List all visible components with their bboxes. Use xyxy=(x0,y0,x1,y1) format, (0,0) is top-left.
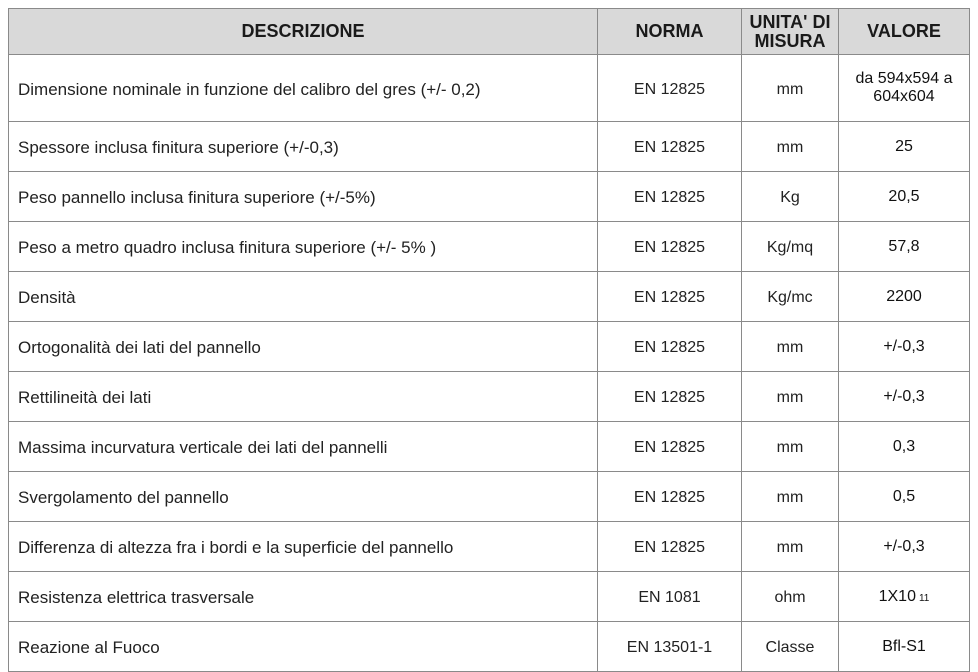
cell-norma xyxy=(598,222,742,272)
table-row xyxy=(9,122,970,172)
cell-valore xyxy=(839,572,970,622)
unita-text: Kg/mq xyxy=(766,239,814,256)
valore-text: 25 xyxy=(895,137,913,155)
cell-unita xyxy=(742,222,839,272)
descrizione-text: Differenza di altezza fra i bordi e la superficie del pannello xyxy=(18,538,454,557)
valore-text: +/-0,3 xyxy=(883,387,925,405)
norma-text: EN 12825 xyxy=(633,539,706,556)
cell-descrizione xyxy=(9,122,598,172)
table-row xyxy=(9,622,970,672)
cell-unita xyxy=(742,422,839,472)
table-row xyxy=(9,172,970,222)
cell-descrizione xyxy=(9,522,598,572)
norma-text: EN 12825 xyxy=(633,289,706,306)
cell-unita xyxy=(742,322,839,372)
cell-descrizione xyxy=(9,172,598,222)
exponent-text: 11 xyxy=(918,592,930,604)
cell-descrizione xyxy=(9,372,598,422)
valore-text: da 594x594 a 604x604 xyxy=(855,70,953,105)
cell-unita xyxy=(742,122,839,172)
cell-norma xyxy=(598,472,742,522)
norma-text: EN 12825 xyxy=(633,139,706,156)
table-row xyxy=(9,272,970,322)
unita-text: mm xyxy=(776,389,804,406)
cell-unita xyxy=(742,472,839,522)
descrizione-text: Peso pannello inclusa finitura superiore (+/-5%) xyxy=(18,188,376,207)
unita-text: mm xyxy=(776,339,804,356)
cell-valore xyxy=(839,122,970,172)
valore-text: Bfl-S1 xyxy=(882,637,926,655)
unita-text: ohm xyxy=(774,589,806,606)
cell-descrizione xyxy=(9,472,598,522)
cell-valore xyxy=(839,422,970,472)
descrizione-text: Rettilineità dei lati xyxy=(18,388,152,407)
cell-unita xyxy=(742,572,839,622)
cell-norma xyxy=(598,422,742,472)
table-row xyxy=(9,422,970,472)
cell-norma xyxy=(598,272,742,322)
cell-unita xyxy=(742,172,839,222)
cell-norma xyxy=(598,572,742,622)
descrizione-text: Dimensione nominale in funzione del calibro del gres (+/- 0,2) xyxy=(18,79,481,99)
descrizione-text: Svergolamento del pannello xyxy=(18,488,229,507)
unita-text: mm xyxy=(776,489,804,506)
norma-text: EN 12825 xyxy=(633,80,706,98)
norma-text: EN 13501-1 xyxy=(626,639,713,656)
table-row xyxy=(9,55,970,122)
valore-text: 1X10 xyxy=(878,587,916,605)
cell-unita xyxy=(742,55,839,122)
norma-text: EN 1081 xyxy=(638,589,701,606)
valore-text: 0,5 xyxy=(892,487,916,505)
cell-norma xyxy=(598,122,742,172)
unita-text: mm xyxy=(776,80,804,98)
unita-text: Classe xyxy=(765,639,815,656)
norma-text: EN 12825 xyxy=(633,439,706,456)
table-row xyxy=(9,372,970,422)
valore-text: 0,3 xyxy=(892,437,916,455)
valore-text: 2200 xyxy=(886,287,922,305)
cell-valore xyxy=(839,322,970,372)
cell-unita xyxy=(742,622,839,672)
unita-text: Kg/mc xyxy=(767,289,813,306)
table-row xyxy=(9,572,970,622)
cell-descrizione xyxy=(9,322,598,372)
table-row xyxy=(9,322,970,372)
cell-norma xyxy=(598,622,742,672)
cell-valore xyxy=(839,55,970,122)
cell-norma xyxy=(598,322,742,372)
header-row xyxy=(9,9,970,55)
cell-descrizione xyxy=(9,622,598,672)
header-unita: UNITA' DI MISURA xyxy=(742,9,839,55)
descrizione-text: Resistenza elettrica trasversale xyxy=(18,588,255,607)
norma-text: EN 12825 xyxy=(633,189,706,206)
descrizione-text: Spessore inclusa finitura superiore (+/-0,3) xyxy=(18,138,339,157)
cell-valore xyxy=(839,472,970,522)
cell-valore xyxy=(839,522,970,572)
descrizione-text: Massima incurvatura verticale dei lati del pannelli xyxy=(18,438,388,457)
cell-norma xyxy=(598,372,742,422)
cell-valore xyxy=(839,622,970,672)
header-valore: VALORE xyxy=(839,9,970,55)
norma-text: EN 12825 xyxy=(633,389,706,406)
norma-text: EN 12825 xyxy=(633,489,706,506)
cell-descrizione xyxy=(9,222,598,272)
unita-text: Kg xyxy=(780,189,800,206)
table-row xyxy=(9,472,970,522)
cell-valore xyxy=(839,272,970,322)
specifications-table xyxy=(8,8,970,672)
cell-unita xyxy=(742,272,839,322)
cell-norma xyxy=(598,55,742,122)
cell-valore xyxy=(839,172,970,222)
table-row xyxy=(9,222,970,272)
unita-text: mm xyxy=(776,539,804,556)
descrizione-text: Reazione al Fuoco xyxy=(18,638,160,657)
valore-text: 20,5 xyxy=(888,187,920,205)
descrizione-text: Densità xyxy=(18,288,76,307)
descrizione-text: Peso a metro quadro inclusa finitura superiore (+/- 5% ) xyxy=(18,238,437,257)
cell-norma xyxy=(598,172,742,222)
cell-unita xyxy=(742,522,839,572)
cell-unita xyxy=(742,372,839,422)
norma-text: EN 12825 xyxy=(633,339,706,356)
cell-descrizione xyxy=(9,55,598,122)
cell-descrizione xyxy=(9,572,598,622)
valore-text: 57,8 xyxy=(888,237,920,255)
cell-valore xyxy=(839,222,970,272)
cell-valore xyxy=(839,372,970,422)
header-descrizione: DESCRIZIONE xyxy=(9,9,598,55)
valore-text: +/-0,3 xyxy=(883,337,925,355)
cell-descrizione xyxy=(9,422,598,472)
header-norma: NORMA xyxy=(598,9,742,55)
cell-norma xyxy=(598,522,742,572)
descrizione-text: Ortogonalità dei lati del pannello xyxy=(18,338,261,357)
table-row xyxy=(9,522,970,572)
norma-text: EN 12825 xyxy=(633,239,706,256)
unita-text: mm xyxy=(776,439,804,456)
unita-text: mm xyxy=(776,139,804,156)
cell-descrizione xyxy=(9,272,598,322)
valore-text: +/-0,3 xyxy=(883,537,925,555)
